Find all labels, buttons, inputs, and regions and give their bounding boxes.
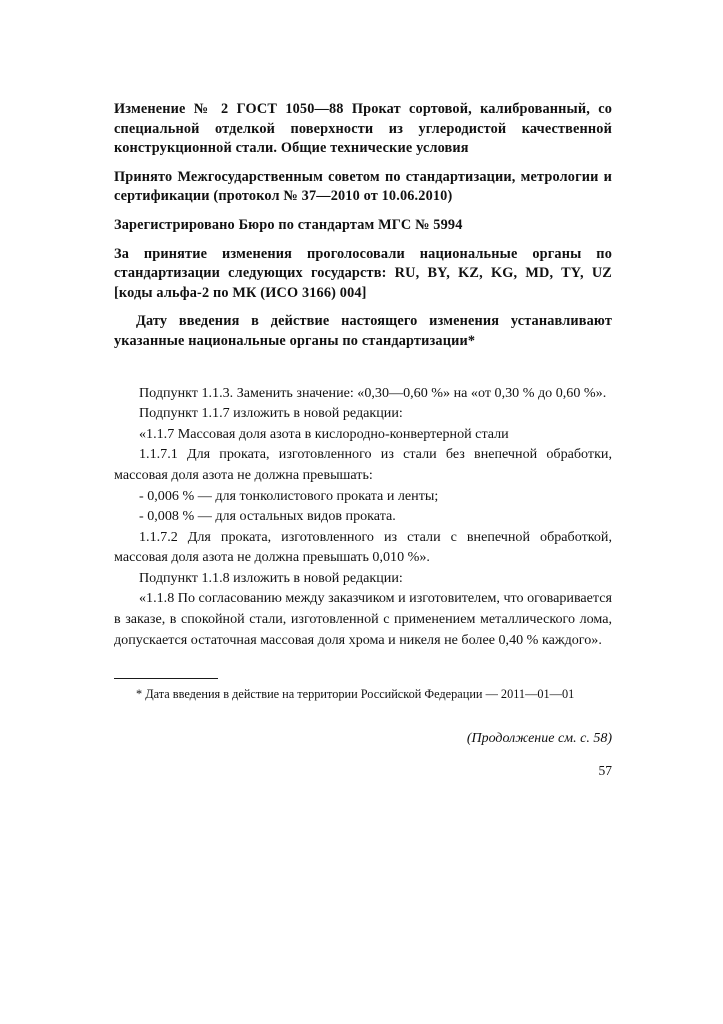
continuation-note: (Продолжение см. с. 58) — [466, 730, 612, 746]
body-paragraph-1-1-7-1: 1.1.7.1 Для проката, изготовленного из стали без внепечной обработки, массовая доля азота не должна превышать: — [114, 446, 612, 483]
footnote-text: * Дата введения в действие на территории Российской Федерации — 2011—01—01 — [136, 687, 575, 702]
header-paragraph-voting-states: За принятие изменения проголосовали национальные органы по стандартизации следующих государств: RU, BY, KZ, KG, MD, TY, UZ [коды альфа-2 по МК (ИСО 3166) 004] — [114, 245, 612, 301]
footnote-block — [114, 678, 612, 704]
header-paragraph-adoption: Принято Межгосударственным советом по стандартизации, метрологии и сертификации (протокол № 37—2010 от 10.06.2010) — [114, 168, 612, 205]
body-paragraph-1-1-7-intro: Подпункт 1.1.7 изложить в новой редакции: — [139, 405, 403, 422]
header-paragraph-effective-date: Дату введения в действие настоящего изменения устанавливают указанные национальные органы по стандартизации* — [114, 313, 612, 349]
header-paragraph-title: Изменение № 2 ГОСТ 1050—88 Прокат сортовой, калиброванный, со специальной отделкой поверхности из углеродистой качественной конструкционной стали. Общие технические условия — [114, 101, 612, 157]
footnote-separator-rule — [114, 678, 218, 679]
body-paragraph-1-1-7: «1.1.7 Массовая доля азота в кислородно-конвертерной стали — [139, 425, 509, 442]
body-list-item-nitrogen-other: - 0,008 % — для остальных видов проката. — [139, 508, 396, 525]
page-content — [114, 100, 612, 778]
header-block — [114, 100, 612, 352]
body-paragraph-1-1-7-2: 1.1.7.2 Для проката, изготовленного из стали с внепечной обработкой, массовая доля азота не должна превышать 0,010 %». — [114, 528, 612, 566]
page-number: 57 — [598, 763, 612, 778]
header-paragraph-registration: Зарегистрировано Бюро по стандартам МГС № 5994 — [114, 216, 463, 233]
body-paragraph-1-1-8-intro: Подпункт 1.1.8 изложить в новой редакции: — [139, 569, 403, 586]
body-paragraph-1-1-8: «1.1.8 По согласованию между заказчиком и изготовителем, что оговаривается в заказе, в спокойной стали, изготовленной с применением металлического лома, допускается остаточная массовая доля хрома и никеля не более 0,40 % каждого». — [114, 590, 612, 648]
body-list-item-nitrogen-thin-sheet: - 0,006 % — для тонколистового проката и ленты; — [139, 487, 439, 504]
body-block — [114, 383, 612, 651]
body-paragraph-1-1-3: Подпункт 1.1.3. Заменить значение: «0,30—0,60 %» на «от 0,30 % до 0,60 %». — [139, 384, 607, 401]
